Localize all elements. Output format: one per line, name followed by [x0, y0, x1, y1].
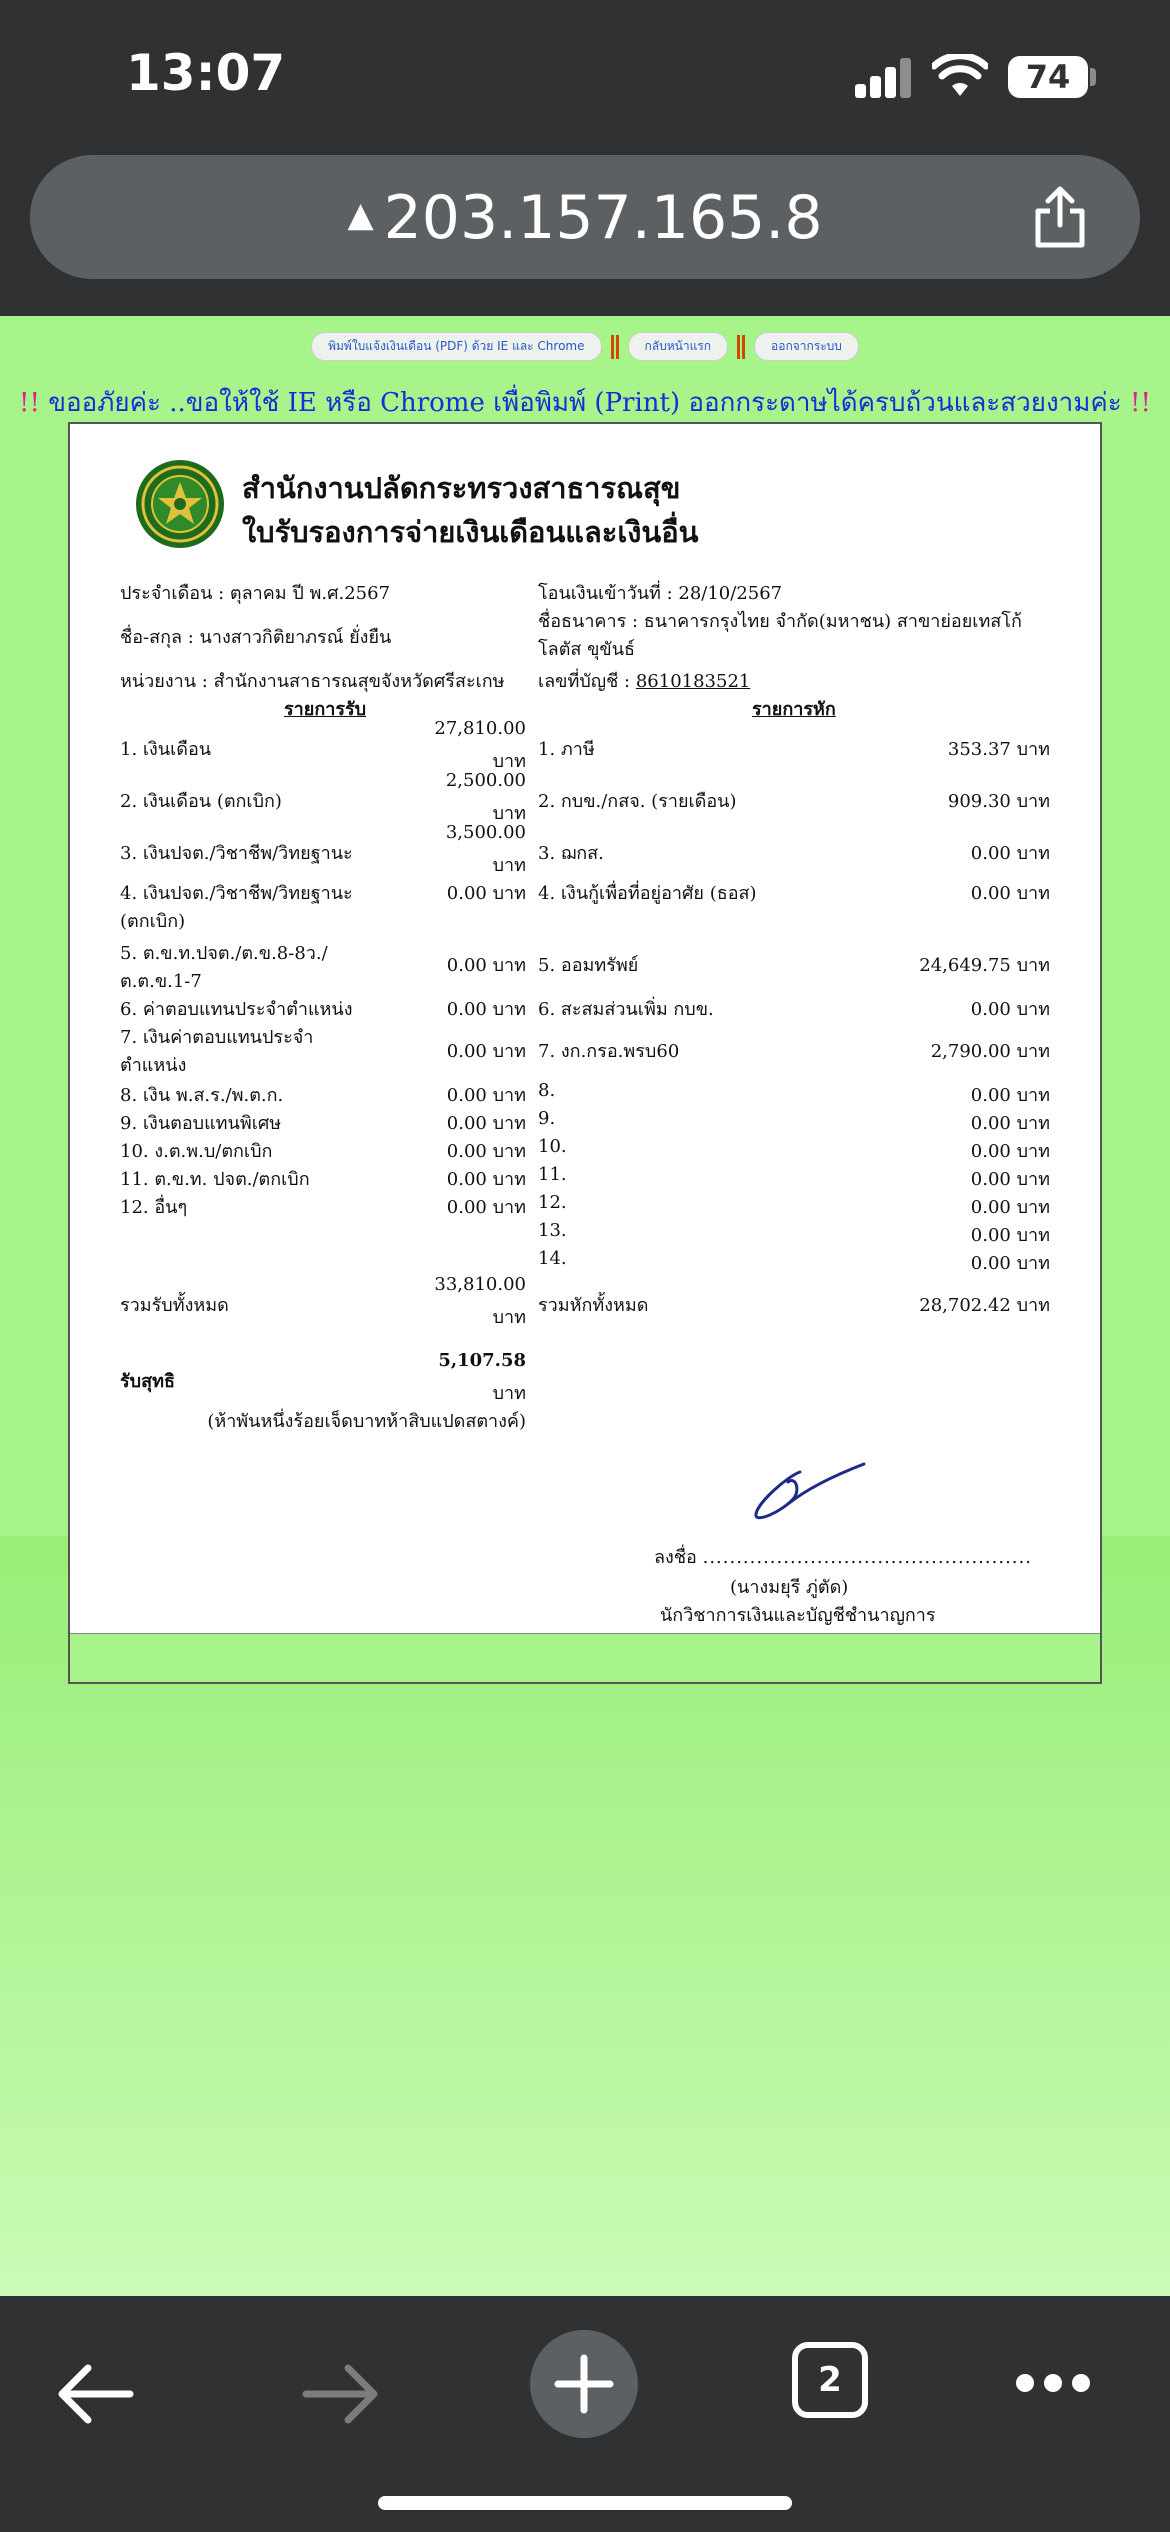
- deduction-value: 2,790.00 บาท: [930, 1041, 1050, 1062]
- income-label: 5. ต.ข.ท.ปจต./ต.ข.8-8ว./: [120, 943, 328, 964]
- deduction-value: 0.00 บาท: [970, 1253, 1050, 1274]
- web-page: [0, 316, 1170, 2296]
- income-label: 12. อื่นๆ: [120, 1197, 188, 1218]
- cellular-signal-icon: [855, 58, 913, 98]
- income-label: 6. ค่าตอบแทนประจำตำแหน่ง: [120, 999, 353, 1020]
- income-value: 0.00 บาท: [446, 1085, 526, 1106]
- income-label: 7. เงินค่าตอบแทนประจำ: [120, 1027, 314, 1048]
- income-label-cont: (ตกเบิก): [120, 911, 186, 932]
- battery-level: 74: [1008, 56, 1088, 98]
- income-unit: บาท: [492, 855, 526, 876]
- income-label: 1. เงินเดือน: [120, 739, 212, 760]
- deduction-value: 353.37 บาท: [947, 739, 1050, 760]
- deduction-label: 3. ฌกส.: [538, 843, 604, 864]
- net-pay-words: (ห้าพันหนึ่งร้อยเจ็ดบาทห้าสิบแปดสตางค์): [207, 1411, 526, 1432]
- pay-month: ประจำเดือน : ตุลาคม ปี พ.ศ.2567: [120, 583, 391, 604]
- doc-title: ใบรับรองการจ่ายเงินเดือนและเงินอื่น: [242, 515, 699, 549]
- income-label: 4. เงินปจต./วิชาชีพ/วิทยฐานะ: [120, 883, 353, 904]
- income-label: 9. เงินตอบแทนพิเศษ: [120, 1113, 282, 1134]
- sign-line: ลงชื่อ .................................................: [654, 1547, 1032, 1568]
- total-income: 33,810.00: [434, 1274, 526, 1295]
- deduction-value: 0.00 บาท: [970, 1169, 1050, 1190]
- income-label: 3. เงินปจต./วิชาชีพ/วิทยฐานะ: [120, 843, 353, 864]
- employee-name: ชื่อ-สกุล : นางสาวกิติยาภรณ์ ยั่งยืน: [120, 627, 392, 648]
- income-value: 0.00 บาท: [446, 1041, 526, 1062]
- forward-arrow-icon[interactable]: [290, 2344, 390, 2444]
- deduction-label: 6. สะสมส่วนเพิ่ม กบข.: [538, 999, 714, 1020]
- deduction-value: 0.00 บาท: [970, 1141, 1050, 1162]
- notice-mark-right: !!: [1130, 388, 1151, 418]
- deduction-label: 12.: [538, 1192, 567, 1213]
- home-button[interactable]: กลับหน้าแรก: [628, 332, 729, 361]
- back-arrow-icon[interactable]: [46, 2344, 146, 2444]
- top-button-row: [0, 332, 1170, 361]
- income-unit: บาท: [492, 803, 526, 824]
- deduction-header: รายการหัก: [752, 699, 836, 720]
- address-bar[interactable]: [30, 155, 1140, 279]
- income-value: 0.00 บาท: [446, 955, 526, 976]
- income-value: 0.00 บาท: [446, 999, 526, 1020]
- deduction-label: 10.: [538, 1136, 567, 1157]
- deduction-value: 24,649.75 บาท: [919, 955, 1050, 976]
- notice-mark-left: !!: [19, 388, 40, 418]
- notice-text: ขออภัยค่ะ ..ขอให้ใช้ IE หรือ Chrome เพื่อพิมพ์ (Print) ออกกระดาษได้ครบถ้วนและสวยงามค่ะ: [48, 388, 1122, 418]
- net-pay: 5,107.58: [438, 1350, 526, 1371]
- print-pdf-button[interactable]: พิมพ์ใบแจ้งเงินเดือน (PDF) ด้วย IE และ Chrome: [311, 332, 601, 361]
- deduction-value: 0.00 บาท: [970, 1197, 1050, 1218]
- deduction-value: 909.30 บาท: [947, 791, 1050, 812]
- salary-certificate: [68, 422, 1102, 1684]
- total-income-label: รวมรับทั้งหมด: [120, 1295, 229, 1316]
- warning-icon: ▲: [347, 195, 374, 236]
- income-label: 11. ต.ข.ท. ปจต./ตกเบิก: [120, 1169, 310, 1190]
- new-tab-button[interactable]: [530, 2330, 638, 2438]
- separator: [737, 335, 745, 359]
- deduction-value: 0.00 บาท: [970, 843, 1050, 864]
- income-value: 0.00 บาท: [446, 1141, 526, 1162]
- browser-notice: [0, 382, 1170, 423]
- more-menu-icon[interactable]: [1016, 2374, 1100, 2396]
- signer-name: (นางมยุรี ภู่ตัด): [730, 1577, 849, 1598]
- deduction-label: 11.: [538, 1164, 567, 1185]
- sign-label: ลงชื่อ: [654, 1547, 697, 1568]
- deduction-label: 9.: [538, 1108, 556, 1129]
- address-text: 203.157.165.8: [383, 183, 823, 253]
- signature-mark: [748, 1454, 868, 1524]
- bank-name: ชื่อธนาคาร : ธนาคารกรุงไทย จำกัด(มหาชน) สาขาย่อยเทสโก้: [538, 611, 1022, 632]
- deduction-value: 0.00 บาท: [970, 1085, 1050, 1106]
- org-name: สำนักงานปลัดกระทรวงสาธารณสุข: [242, 471, 681, 505]
- plus-icon: [554, 2354, 614, 2414]
- income-label: 2. เงินเดือน (ตกเบิก): [120, 791, 282, 812]
- account-label: เลขที่บัญชี :: [538, 671, 636, 692]
- deduction-label: 1. ภาษี: [538, 739, 595, 760]
- signer-position: นักวิชาการเงินและบัญชีชำนาญการ: [660, 1605, 936, 1626]
- deduction-label: 7. งก.กรอ.พรบ60: [538, 1041, 680, 1062]
- deduction-value: 0.00 บาท: [970, 883, 1050, 904]
- income-header: รายการรับ: [284, 699, 367, 720]
- status-time: 13:07: [126, 44, 286, 102]
- income-label: 10. ง.ต.พ.บ/ตกเบิก: [120, 1141, 273, 1162]
- wifi-icon: [932, 54, 988, 98]
- account-number: [538, 666, 750, 695]
- income-label-cont: ตำแหน่ง: [120, 1055, 187, 1076]
- income-value: 0.00 บาท: [446, 883, 526, 904]
- share-icon[interactable]: [1030, 185, 1090, 249]
- work-unit: หน่วยงาน : สำนักงานสาธารณสุขจังหวัดศรีสะเกษ: [120, 671, 505, 692]
- browser-bottom-toolbar: [0, 2296, 1170, 2532]
- total-deduction: 28,702.42 บาท: [919, 1295, 1050, 1316]
- net-pay-unit: บาท: [492, 1383, 526, 1404]
- income-amount: 3,500.00: [445, 822, 526, 843]
- income-value: 0.00 บาท: [446, 1197, 526, 1218]
- separator: [611, 335, 619, 359]
- deduction-value: 0.00 บาท: [970, 999, 1050, 1020]
- income-unit: บาท: [492, 751, 526, 772]
- net-pay-label: รับสุทธิ: [120, 1371, 175, 1392]
- logout-button[interactable]: ออกจากระบบ: [754, 332, 859, 361]
- home-indicator: [378, 2496, 792, 2510]
- total-income-unit: บาท: [492, 1307, 526, 1328]
- income-amount: 27,810.00: [434, 718, 526, 739]
- account-number-value: 8610183521: [635, 671, 751, 692]
- deduction-label: 13.: [538, 1220, 567, 1241]
- deduction-label: 8.: [538, 1080, 556, 1101]
- tabs-button[interactable]: 2: [792, 2342, 868, 2418]
- deduction-value: 0.00 บาท: [970, 1113, 1050, 1134]
- income-value: 0.00 บาท: [446, 1169, 526, 1190]
- deduction-label: 5. ออมทรัพย์: [538, 955, 639, 976]
- browser-top-chrome: [0, 0, 1170, 316]
- deduction-label: 4. เงินกู้เพื่อที่อยู่อาศัย (ธอส): [538, 883, 757, 904]
- income-label-cont: ต.ต.ข.1-7: [120, 971, 202, 992]
- income-value: 0.00 บาท: [446, 1113, 526, 1134]
- bank-branch: โลตัส ขุขันธ์: [538, 639, 635, 660]
- deduction-value: 0.00 บาท: [970, 1225, 1050, 1246]
- ministry-seal-logo: [134, 458, 226, 550]
- total-deduction-label: รวมหักทั้งหมด: [538, 1295, 649, 1316]
- document-footer: [70, 1633, 1100, 1682]
- income-amount: 2,500.00: [445, 770, 526, 791]
- battery-icon: [1090, 68, 1096, 86]
- income-label: 8. เงิน พ.ส.ร./พ.ต.ก.: [120, 1085, 284, 1106]
- deduction-label: 2. กบข./กสจ. (รายเดือน): [538, 791, 737, 812]
- deduction-label: 14.: [538, 1248, 567, 1269]
- transfer-date: โอนเงินเข้าวันที่ : 28/10/2567: [538, 583, 783, 604]
